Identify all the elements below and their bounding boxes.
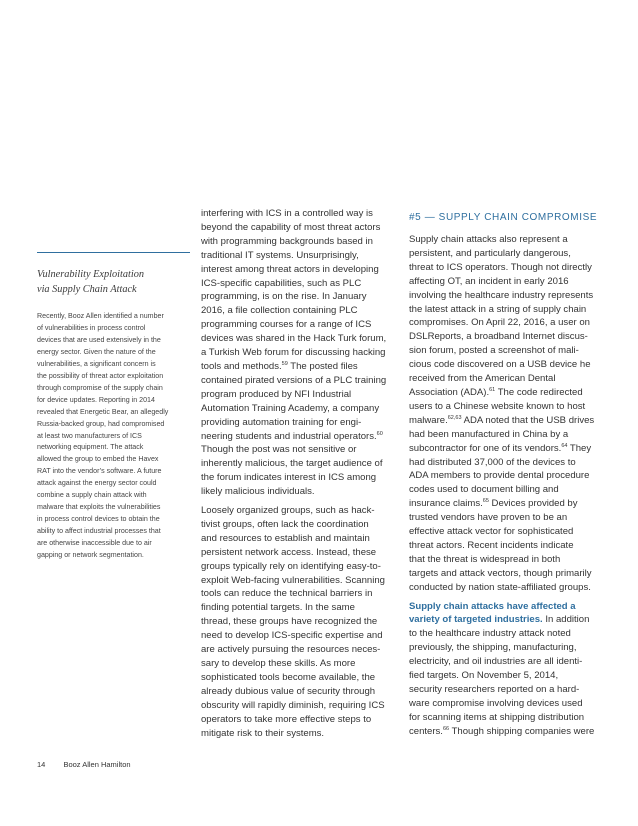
text-segment: The code redirected	[495, 386, 583, 398]
text-segment: neering students and industrial operators.	[201, 430, 377, 442]
text-segment: They	[567, 442, 592, 454]
text-line: for scanning items at shipping distribution	[409, 711, 585, 723]
text-line: affecting OT, an incident in early 2016	[409, 275, 569, 287]
text-line: mitigate risk to their systems.	[201, 727, 325, 739]
text-line: had distributed 37,000 of the devices to	[409, 456, 576, 468]
sidebar-line: combine a supply chain attack with	[37, 491, 147, 500]
text-line: likely malicious individuals.	[201, 486, 315, 498]
right-paragraph-2	[409, 600, 605, 739]
text-line	[409, 386, 605, 400]
text-line: finding potential targets. In the same	[201, 602, 355, 614]
text-segment: malware.	[409, 414, 448, 426]
text-segment: Association (ADA).	[409, 386, 490, 398]
sidebar-line: the possibility of threat actor exploitation	[37, 371, 164, 380]
text-line: program produced by NFI Industrial	[201, 388, 352, 400]
sidebar-line: energy sector. Given the nature of the	[37, 347, 156, 356]
text-line: ICS-specific capabilities, such as PLC	[201, 277, 362, 289]
text-line: targets and attack vectors, though primarily	[409, 567, 592, 579]
text-line: involving the healthcare industry represents	[409, 289, 594, 301]
sidebar-line: Recently, Booz Allen identified a number	[37, 312, 164, 320]
text-line: are actively pursuing the resources neces-	[201, 644, 381, 656]
text-segment: centers.	[409, 725, 443, 737]
text-line: beyond the capability of most threat actors	[201, 221, 381, 233]
text-segment: insurance claims.	[409, 498, 483, 510]
text-line: Supply chain attacks also represent a	[409, 234, 568, 245]
right-paragraph-1	[409, 233, 605, 595]
sidebar-line: through compromise of the supply chain	[37, 383, 163, 392]
text-line	[409, 725, 605, 739]
sidebar-title	[37, 267, 190, 297]
text-line: had been manufactured in China by a	[409, 428, 569, 440]
page-footer	[37, 760, 131, 769]
publisher-name: Booz Allen Hamilton	[63, 760, 131, 769]
sidebar-line: allowed the group to embed the Havex	[37, 455, 159, 464]
text-line: exploit Web-facing vulnerabilities. Scanning	[201, 574, 385, 586]
sidebar-line: devices that are used extensively in the	[37, 335, 161, 344]
text-line: interfering with ICS in a controlled way is	[201, 208, 373, 219]
text-line: ware compromise involving devices used	[409, 697, 583, 709]
text-line	[409, 414, 605, 428]
text-line: trusted vendors have proven to be an	[409, 512, 568, 524]
sidebar-rule	[37, 252, 190, 253]
section-heading: #5 — SUPPLY CHAIN COMPROMISE	[409, 212, 598, 223]
footnote-ref: 62,63	[447, 414, 462, 421]
sidebar-line: in process control devices to obtain the	[37, 515, 160, 524]
lead-in-text: Supply chain attacks have affected a	[409, 600, 576, 612]
sidebar-callout	[37, 252, 190, 562]
text-line: traditional IT systems. Unsurprisingly,	[201, 249, 359, 261]
sidebar-line: vulnerabilities, a significant concern is	[37, 359, 156, 368]
text-line: DSLReports, a broadband Internet discus-	[409, 331, 588, 343]
text-line: interest among threat actors in developing	[201, 263, 379, 275]
sidebar-line: ability to affect industrial processes that	[37, 527, 161, 536]
sidebar-line: gapping or network segmentation.	[37, 551, 144, 560]
text-line: providing automation training for engi-	[201, 416, 362, 428]
footnote-ref: 61	[489, 386, 496, 393]
sidebar-line: Russia-backed group, had compromised	[37, 419, 165, 428]
sidebar-line: at least two manufacturers of ICS	[37, 431, 142, 440]
sidebar-line: attack against the energy sector could	[37, 479, 157, 488]
text-line: already dubious value of security through	[201, 685, 376, 697]
text-line: ADA members to provide dental procedure	[409, 470, 590, 482]
sidebar-title-line: Vulnerability Exploitation	[37, 269, 145, 280]
text-line: tivist groups, often lack the coordination	[201, 518, 369, 530]
text-line: 2016, a file collection containing PLC	[201, 305, 358, 317]
text-line: electricity, and oil industries are all identi-	[409, 656, 583, 668]
text-line: cious code discovered on a USB device he	[409, 359, 591, 371]
text-segment: subcontractor for one of its vendors.	[409, 442, 562, 454]
text-line: programming courses for a range of ICS	[201, 319, 372, 331]
sidebar-line: malware that exploits the vulnerabilities	[37, 503, 161, 512]
text-segment: ADA noted that the USB drives	[461, 414, 595, 426]
text-line: groups typically rely on identifying easy-to-	[201, 560, 381, 572]
text-line: obscurity will rapidly diminish, requiring ICS	[201, 699, 385, 711]
middle-paragraph-1	[201, 207, 391, 499]
text-segment: Devices provided by	[488, 498, 578, 510]
right-column	[409, 207, 605, 744]
middle-column	[201, 207, 391, 745]
text-line	[201, 360, 391, 374]
text-line: need to develop ICS-specific expertise and	[201, 630, 383, 642]
text-line: contained pirated versions of a PLC training	[201, 374, 387, 386]
footnote-ref: 59	[281, 360, 288, 367]
text-segment: Though shipping companies were	[449, 725, 595, 737]
sidebar-line: for device updates. Reporting in 2014	[37, 395, 155, 404]
sidebar-line: revealed that Energetic Bear, an allegedly	[37, 407, 169, 416]
text-line: Loosely organized groups, such as hack-	[201, 505, 375, 517]
text-segment: tools and methods.	[201, 360, 282, 372]
text-line: a Turkish Web forum for discussing hacking	[201, 347, 386, 359]
text-line: sion forum, posted a screenshot of mali-	[409, 345, 579, 357]
text-line: tools can reduce the technical barriers in	[201, 588, 373, 600]
sidebar-body	[37, 311, 190, 562]
footnote-ref: 66	[442, 725, 450, 732]
text-line: and resources to establish and maintain	[201, 532, 370, 544]
text-line: security researchers reported on a hard-	[409, 684, 580, 695]
text-line: Automation Training Academy, a company	[201, 402, 380, 414]
sidebar-title-line: via Supply Chain Attack	[37, 284, 137, 295]
text-line: programming, is on the rise. In January	[201, 291, 367, 303]
footnote-ref: 60	[376, 430, 383, 437]
text-segment: The posted files	[287, 360, 358, 372]
text-line: that the threat is widespread in both	[409, 553, 561, 565]
sidebar-line: of vulnerabilities in process control	[37, 323, 146, 332]
text-segment: In addition	[542, 614, 590, 626]
text-line	[409, 613, 605, 627]
sidebar-line: are otherwise inaccessible due to air	[37, 539, 152, 548]
text-line: conducted by nation state-affiliated groups.	[409, 581, 591, 593]
text-line: received from the American Dental	[409, 373, 556, 385]
sidebar-line: networking equipment. The attack	[37, 443, 144, 452]
text-line: compromises. On April 22, 2016, a user on	[409, 317, 590, 329]
footnote-ref: 64	[561, 442, 568, 449]
text-line: thread, these groups have recognized the	[201, 616, 378, 628]
text-line: the latest attack in a string of supply chain	[409, 303, 587, 315]
text-line: codes used to document billing and	[409, 484, 559, 496]
text-line: threat to ICS operators. Though not directly	[409, 261, 592, 273]
text-line: previously, the shipping, manufacturing,	[409, 642, 577, 654]
text-line: users to a Chinese website known to host	[409, 400, 586, 412]
text-line	[409, 497, 605, 511]
lead-in-text: variety of targeted industries.	[409, 614, 543, 626]
text-line: persistent, and particularly dangerous,	[409, 247, 571, 259]
footnote-ref: 65	[482, 498, 489, 505]
text-line: fied targets. On November 5, 2014,	[409, 670, 559, 682]
middle-paragraph-2	[201, 504, 391, 740]
text-line: the forum indicates interest in ICS among	[201, 472, 377, 484]
text-line: threat actors. Recent incidents indicate	[409, 539, 574, 551]
text-line	[201, 430, 391, 444]
text-line: sophisticated tools become available, the	[201, 671, 376, 683]
text-line: with programming backgrounds based in	[201, 235, 373, 247]
text-line: operators to take more effective steps to	[201, 713, 372, 725]
text-line: to the healthcare industry attack noted	[409, 628, 571, 640]
text-line: persistent network access. Instead, these	[201, 546, 377, 558]
text-line: Though the post was not sensitive or	[201, 444, 357, 456]
text-line	[409, 442, 605, 456]
text-line: inherently malicious, the target audience of	[201, 458, 383, 470]
page-number: 14	[37, 760, 46, 769]
text-line: sary to develop these skills. As more	[201, 658, 356, 669]
sidebar-line: RAT into the vendor’s software. A future	[37, 467, 162, 476]
text-line: effective attack vector for sophisticated	[409, 526, 574, 538]
text-line: devices was shared in the Hack Turk forum,	[201, 333, 387, 345]
